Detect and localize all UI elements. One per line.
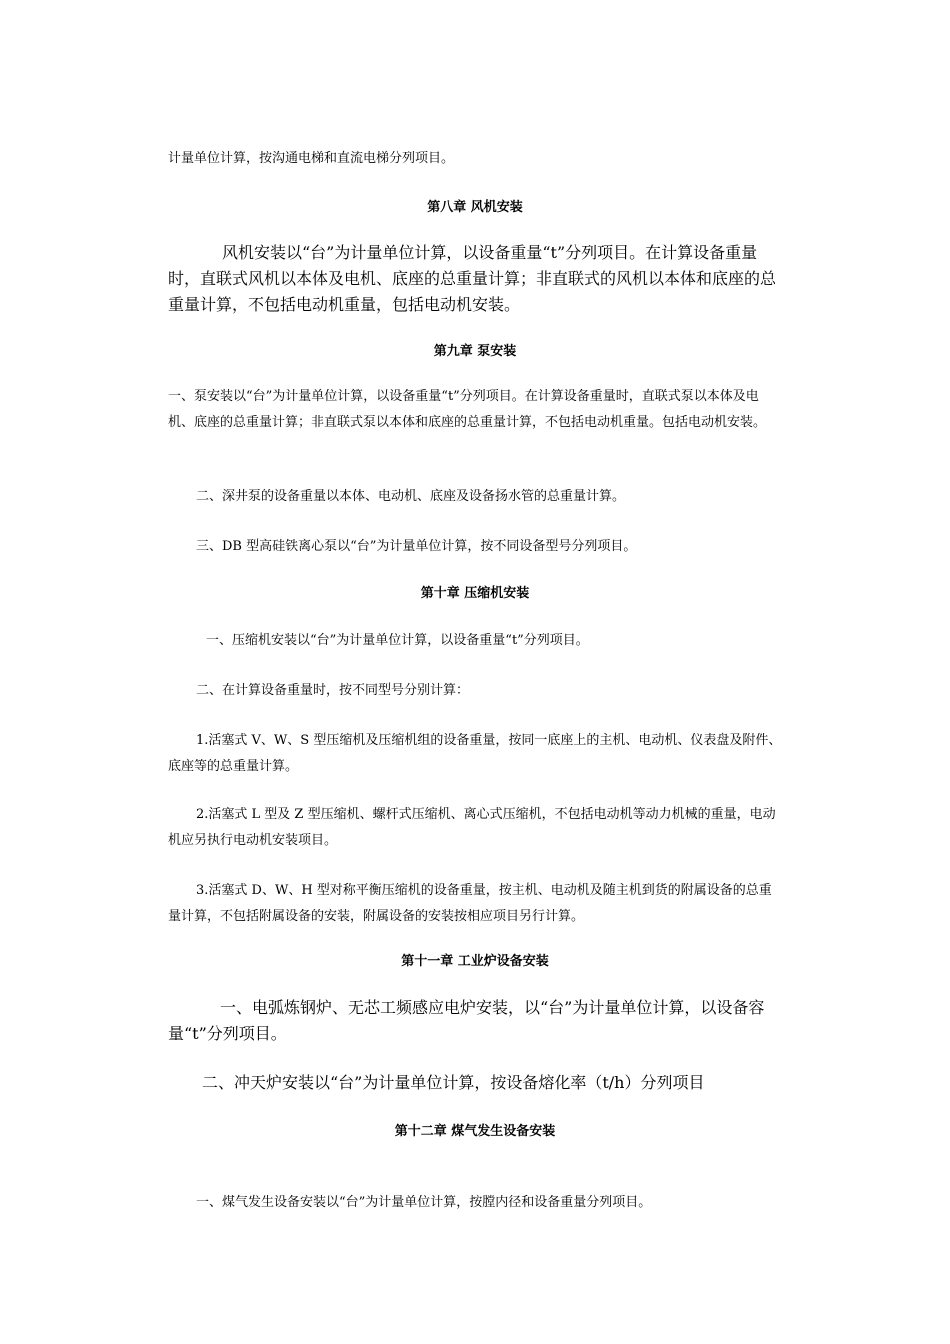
paragraph-compressor-2: 二、在计算设备重量时，按不同型号分别计算：: [196, 683, 470, 698]
paragraph-compressor-4: 2.活塞式 L 型及 Z 型压缩机、螺杆式压缩机、离心式压缩机，不包括电动机等动力机械的重量，电动机应另执行电动机安装项目。: [168, 807, 776, 848]
chapter-11-heading: 第十一章 工业炉设备安装: [401, 954, 549, 969]
paragraph-compressor-3: 1.活塞式 V、W、S 型压缩机及压缩机组的设备重量，按同一底座上的主机、电动机、仪表盘及附件、底座等的总重量计算。: [168, 733, 782, 774]
paragraph-compressor-1: 一、压缩机安装以“台”为计量单位计算，以设备重量“t”分列项目。: [206, 633, 589, 648]
chapter-9-heading: 第九章 泵安装: [433, 344, 517, 359]
paragraph-compressor-5: 3.活塞式 D、W、H 型对称平衡压缩机的设备重量，按主机、电动机及随主机到货的附属设备的总重量计算，不包括附属设备的安装，附属设备的安装按相应项目另行计算。: [168, 883, 772, 924]
chapter-12-heading: 第十二章 煤气发生设备安装: [394, 1124, 556, 1139]
chapter-10-heading: 第十章 压缩机安装: [420, 586, 530, 601]
paragraph-elevator-tail: 计量单位计算，按沟通电梯和直流电梯分列项目。: [168, 151, 455, 166]
paragraph-fan-installation: 风机安装以“台”为计量单位计算，以设备重量“t”分列项目。在计算设备重量时，直联式风机以本体及电机、底座的总重量计算；非直联式的风机以本体和底座的总重量计算，不包括电动机重量，包括电动机安装。: [168, 243, 777, 314]
paragraph-furnace-1: 一、电弧炼钢炉、无芯工频感应电炉安装，以“台”为计量单位计算，以设备容量“t”分列项目。: [168, 998, 765, 1043]
paragraph-pump-2: 二、深井泵的设备重量以本体、电动机、底座及设备扬水管的总重量计算。: [196, 489, 626, 504]
chapter-8-heading: 第八章 风机安装: [427, 200, 523, 215]
paragraph-furnace-2: 二、冲天炉安装以“台”为计量单位计算，按设备熔化率（t/h）分列项目: [202, 1073, 705, 1092]
paragraph-pump-3: 三、DB 型高硅铁离心泵以“台”为计量单位计算，按不同设备型号分列项目。: [196, 539, 637, 554]
paragraph-pump-1: 一、泵安装以“台”为计量单位计算，以设备重量“t”分列项目。在计算设备重量时，直联式泵以本体及电机、底座的总重量计算；非直联式泵以本体和底座的总重量计算，不包括电动机重量。包括电动机安装。: [168, 389, 767, 430]
paragraph-gas-generator-1: 一、煤气发生设备安装以“台”为计量单位计算，按膛内径和设备重量分列项目。: [196, 1195, 652, 1210]
